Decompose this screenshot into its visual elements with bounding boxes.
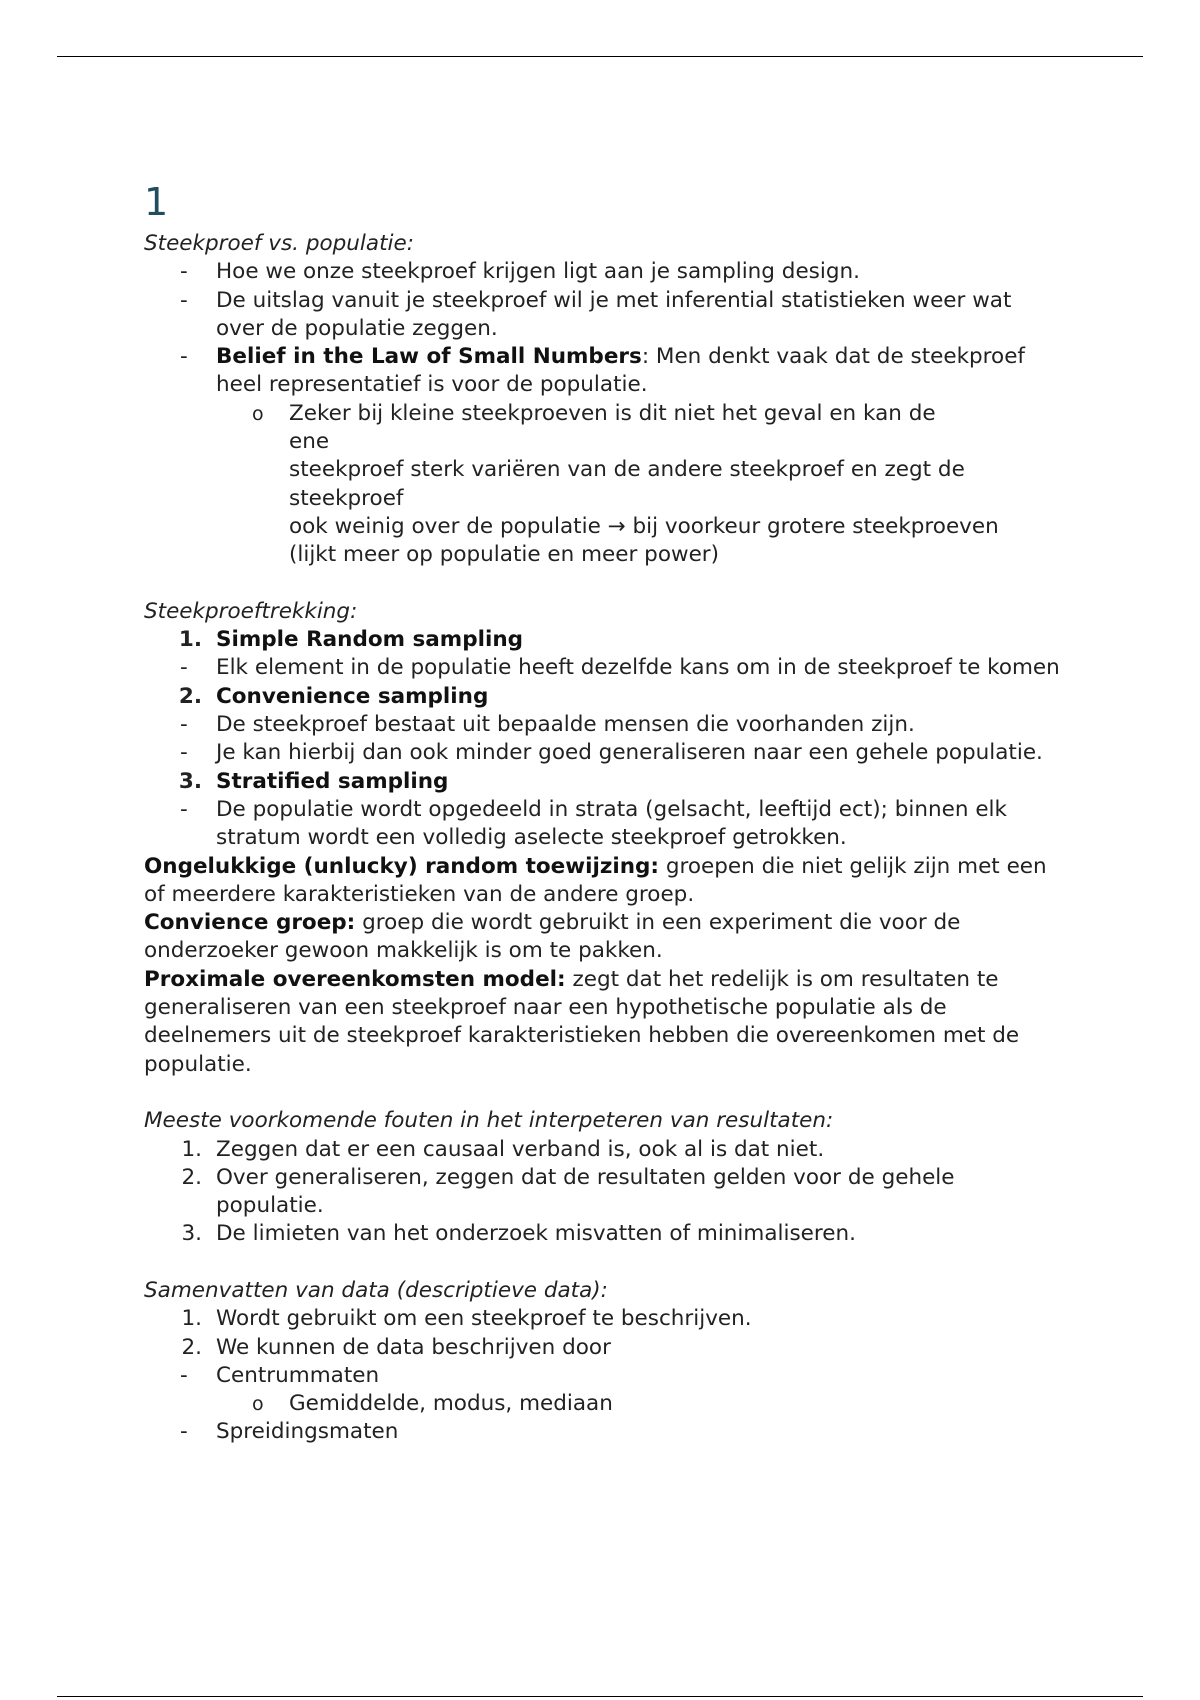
section-title-steekproef-populatie: Steekproef vs. populatie: [144, 231, 414, 256]
list-item-belief: - Belief in the Law of Small Numbers: Men denkt vaak dat de steekproef heel representatief is voor de populatie. [180, 344, 1026, 398]
section-title-samenvatten: Samenvatten van data (descriptieve data): [144, 1277, 608, 1303]
sub-list-item: o Zeker bij kleine steekproeven is dit niet het geval en kan de ene steekproef sterk variëren van de andere steekproef en zegt de steekproef ook weinig over de populatie → bij voorkeur grotere steekproeven (lijkt meer op populatie en meer power) [252, 400, 999, 568]
numbered-item: 2. Over generaliseren, zeggen dat de resultaten gelden voor de gehele populatie. [181, 1164, 955, 1219]
numbered-item: 2. We kunnen de data beschrijven door [181, 1334, 611, 1360]
list-item: - Spreidingsmaten [144, 1418, 1064, 1446]
dash-bullet: - [180, 740, 188, 766]
list-item: - Elk element in de populatie heeft dezelfde kans om in de steekproef te komen [144, 654, 1064, 682]
list-item: - Hoe we onze steekproef krijgen ligt aan je sampling design. [144, 258, 1064, 286]
list-item: - De steekproef bestaat uit bepaalde mensen die voorhanden zijn. [144, 711, 1064, 739]
header-rule [57, 56, 1143, 57]
footer-rule [57, 1696, 1143, 1697]
dash-bullet: - [180, 796, 188, 822]
method-heading: 2. Convenience sampling [178, 683, 489, 709]
term-belief: Belief in the Law of Small Numbers [216, 344, 642, 370]
dash-bullet: - [180, 259, 188, 285]
numbered-item: 3. De limieten van het onderzoek misvatten of minimaliseren. [181, 1221, 856, 1247]
definition: Convience groep: groep die wordt gebruikt in een experiment die voor de onderzoeker gewoon makkelijk is om te pakken. [144, 910, 961, 964]
list-item: - De populatie wordt opgedeeld in strata (gelsacht, leeftijd ect); binnen elk stratum wordt een volledig aselecte steekproef getrokken. [180, 796, 1007, 851]
dash-bullet: - [180, 344, 188, 370]
section-title-steekproeftrekking: Steekproeftrekking: [144, 598, 358, 624]
chapter-heading: 1 [144, 180, 169, 224]
numbered-item: 1. Wordt gebruikt om een steekproef te beschrijven. [181, 1306, 752, 1332]
dash-bullet: - [180, 712, 188, 738]
list-item: - Centrummaten [144, 1362, 1064, 1390]
dash-bullet: - [180, 287, 188, 313]
document-body [144, 180, 1064, 1447]
definition: Proximale overeenkomsten model: zegt dat het redelijk is om resultaten te generaliseren van een steekproef naar een hypothetische populatie als de deelnemers uit de steekproef karakteristieken hebben die overeenkomen met de populatie. [144, 966, 1020, 1077]
circle-bullet: o [252, 402, 264, 425]
dash-bullet: - [180, 1419, 188, 1445]
sub-list-item: o Gemiddelde, modus, mediaan [144, 1390, 1064, 1418]
method-heading: 1. Simple Random sampling [178, 627, 524, 653]
numbered-item: 1. Zeggen dat er een causaal verband is, ook al is dat niet. [181, 1136, 825, 1162]
method-heading: 3. Stratified sampling [178, 768, 449, 794]
dash-bullet: - [180, 1362, 188, 1388]
list-item: - Je kan hierbij dan ook minder goed generaliseren naar een gehele populatie. [144, 739, 1064, 767]
circle-bullet: o [252, 1393, 264, 1416]
dash-bullet: - [180, 655, 188, 681]
section-title-fouten: Meeste voorkomende fouten in het interpeteren van resultaten: [144, 1108, 834, 1134]
list-item: - De uitslag vanuit je steekproef wil je met inferential statistieken weer wat over de populatie zeggen. [180, 287, 1012, 341]
definition: Ongelukkige (unlucky) random toewijzing: groepen die niet gelijk zijn met een of meerdere karakteristieken van de andere groep. [144, 853, 1047, 907]
